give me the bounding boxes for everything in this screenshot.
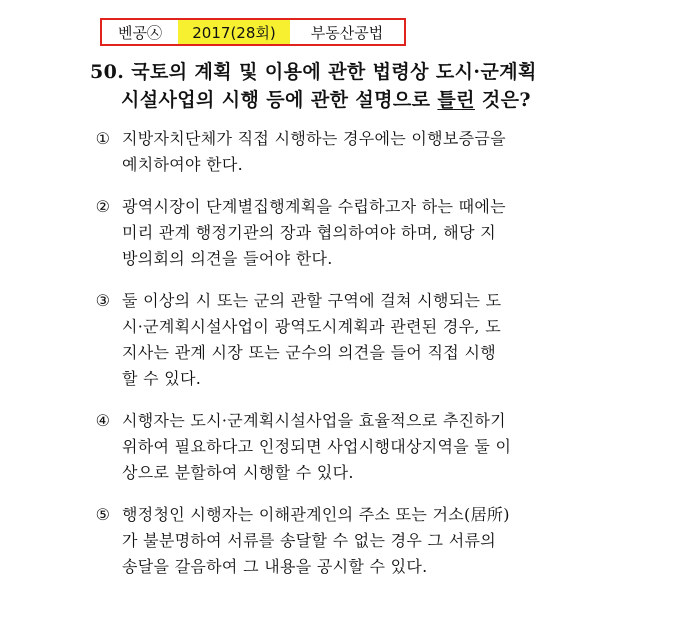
- option-2-line-2: 미리 관계 행정기관의 장과 협의하여야 하며, 해당 지: [122, 223, 496, 242]
- option-2-line-1: 광역시장이 단계별집행계획을 수립하고자 하는 때에는: [122, 197, 506, 216]
- option-5-line-3: 송달을 갈음하여 그 내용을 공시할 수 있다.: [122, 557, 428, 576]
- option-5[interactable]: [92, 502, 652, 580]
- option-4-line-1: 시행자는 도시·군계획시설사업을 효율적으로 추진하기: [122, 411, 506, 430]
- option-3-marker: ③: [95, 291, 111, 310]
- question-number: 50.: [90, 61, 125, 83]
- question-text-1: 국토의 계획 및 이용에 관한 법령상 도시·군계획: [131, 61, 537, 83]
- question-stem: [90, 58, 650, 114]
- option-3[interactable]: [92, 288, 652, 392]
- option-4[interactable]: [92, 408, 652, 486]
- subject-tag: 부동산공법: [290, 20, 404, 44]
- question-text-2a: 시설사업의 시행 등에 관한 설명으로: [121, 89, 438, 111]
- question-text-2b: 것은?: [474, 89, 531, 111]
- option-2[interactable]: [92, 194, 652, 272]
- option-3-line-1: 둘 이상의 시 또는 군의 관할 구역에 걸쳐 시행되는 도: [122, 291, 502, 310]
- option-2-line-3: 방의회의 의견을 들어야 한다.: [122, 249, 333, 268]
- option-5-line-1: 행정청인 시행자는 이해관계인의 주소 또는 거소(居所): [122, 505, 510, 524]
- option-3-line-3: 지사는 관계 시장 또는 군수의 의견을 들어 직접 시행: [122, 343, 496, 362]
- option-5-marker: ⑤: [95, 505, 111, 524]
- option-1-line-1: 지방자치단체가 직접 시행하는 경우에는 이행보증금을: [122, 129, 506, 148]
- option-5-line-2: 가 불분명하여 서류를 송달할 수 없는 경우 그 서류의: [122, 531, 496, 550]
- option-1-line-2: 예치하여야 한다.: [122, 155, 244, 174]
- option-4-marker: ④: [95, 411, 111, 430]
- option-2-marker: ②: [95, 197, 111, 216]
- option-1-marker: ①: [95, 129, 111, 148]
- exam-tag-bar: [100, 18, 406, 46]
- question-line-1: [90, 58, 650, 86]
- answer-options: [92, 126, 652, 580]
- question-emphasis: 틀린: [437, 89, 475, 111]
- option-3-line-2: 시·군계획시설사업이 광역도시계획과 관련된 경우, 도: [122, 317, 501, 336]
- option-4-line-2: 위하여 필요하다고 인정되면 사업시행대상지역을 둘 이: [122, 437, 512, 456]
- source-tag: 벤공㉦: [102, 20, 178, 44]
- option-3-line-4: 할 수 있다.: [122, 369, 202, 388]
- year-tag: 2017(28회): [178, 20, 290, 44]
- option-1[interactable]: [92, 126, 652, 178]
- option-4-line-3: 상으로 분할하여 시행할 수 있다.: [122, 463, 354, 482]
- question-line-2: [90, 86, 650, 114]
